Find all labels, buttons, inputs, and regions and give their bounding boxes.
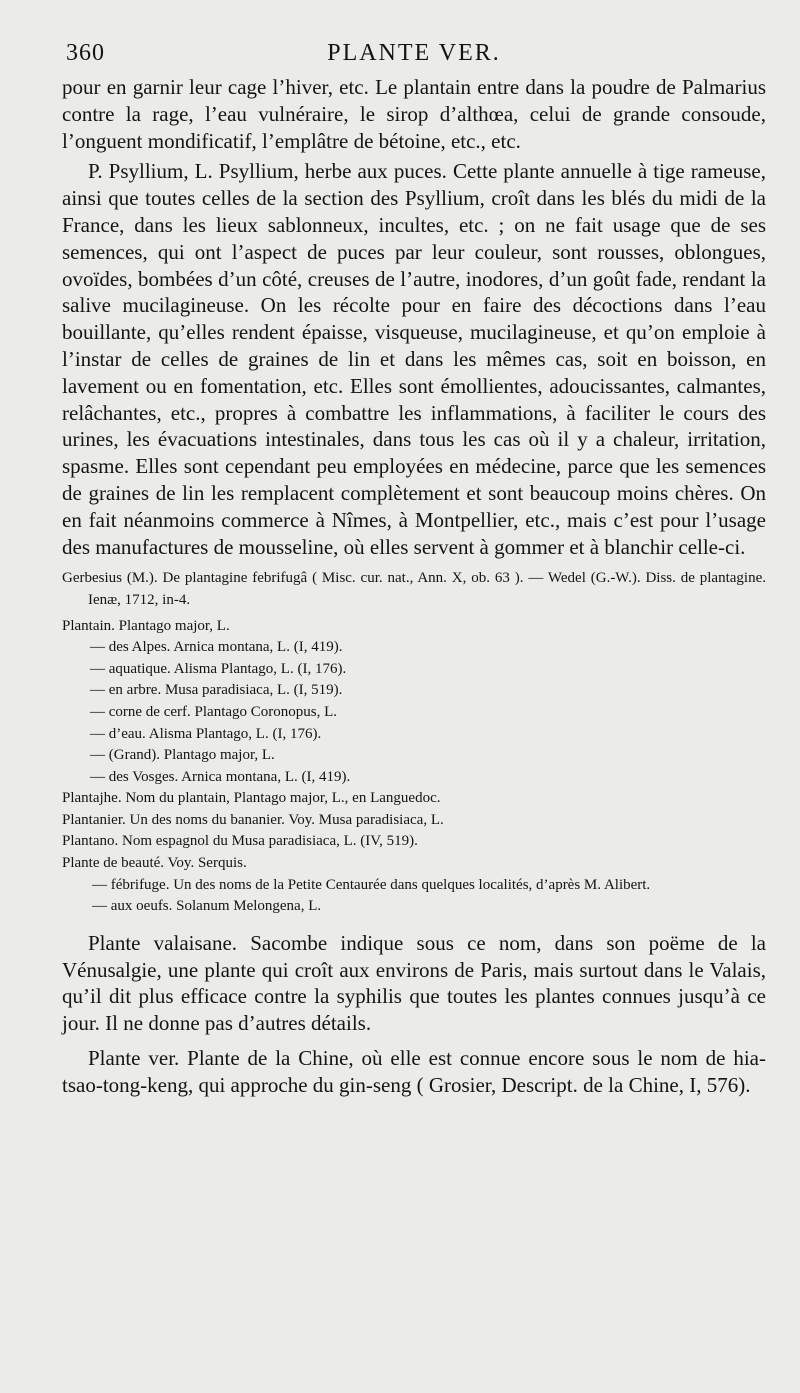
page-header [62, 40, 766, 74]
entry-plantain: Plantain. Plantago major, L. [62, 617, 230, 634]
entry-plantain-des-vosges: — des Vosges. Arnica montana, L. (I, 419). [90, 768, 351, 785]
entry-plante-ver: Plante ver. Plante de la Chine, où elle est connue encore sous le nom de hia-tsao-tong-keng, qui approche du gin-seng ( Grosier, Descript. de la Chine, I, 576). [62, 1046, 766, 1097]
page-number: 360 [66, 40, 105, 66]
entry-plantain-grand: — (Grand). Plantago major, L. [90, 747, 275, 764]
entry-plante-aux-oeufs: — aux oeufs. Solanum Melongena, L. [92, 898, 322, 915]
bibliography-note: Gerbesius (M.). De plantagine febrifugâ ( Misc. cur. nat., Ann. X, ob. 63 ). — Wedel (G.-W.). Diss. de plantagine. Ienæ, 1712, in-4. [62, 570, 766, 608]
entry-plantano: Plantano. Nom espagnol du Musa paradisiaca, L. (IV, 519). [62, 833, 418, 850]
entry-plantajhe: Plantajhe. Nom du plantain, Plantago major, L., en Languedoc. [62, 790, 441, 807]
paragraph-psyllium: P. Psyllium, L. Psyllium, herbe aux puces. Cette plante annuelle à tige rameuse, ainsi que toutes celles de la section des Psyllium, croît dans les blés du midi de la France, dans les lieux sablonneux, incultes, etc. ; on ne fait usage que de ses semences, qui ont l’aspect de puces par leur couleur, sont rousses, oblongues, ovoïdes, bombées d’un côté, creuses de l’autre, inodores, d’un goût fade, rendant la salive mucilagineuse. On les récolte pour en faire des décoctions dans l’eau bouillante, qu’elles rendent épaisse, visqueuse, mucilagineuse, et qu’on emploie à l’instar de celles de graines de lin et dans les mêmes cas, soit en boisson, en lavement ou en fomentation, etc. Elles sont émollientes, adoucissantes, calmantes, relâchantes, etc., propres à combattre les inflammations, à faciliter le cours des urines, les évacuations intestinales, dans tous les cas où il y a chaleur, irritation, spasme. Elles sont cependant peu employées en médecine, parce que les semences de graines de lin les remplacent complètement et sont beaucoup moins chères. On en fait néanmoins commerce à Nîmes, à Montpellier, etc., mais c’est pour l’usage des manufactures de mousseline, où elles servent à gommer et à blanchir celle-ci. [62, 159, 766, 559]
entry-plantain-corne-de-cerf: — corne de cerf. Plantago Coronopus, L. [90, 703, 338, 720]
entry-list [62, 616, 766, 918]
entry-plantain-des-alpes: — des Alpes. Arnica montana, L. (I, 419). [90, 639, 343, 656]
paragraph-plantain-uses: pour en garnir leur cage l’hiver, etc. Le plantain entre dans la poudre de Palmarius contre la rage, l’eau vulnéraire, le sirop d’althœa, celui de grande consoude, l’onguent mondificatif, l’emplâtre de bétoine, etc., etc. [62, 75, 766, 153]
entry-plantain-d-eau: — d’eau. Alisma Plantago, L. (I, 176). [90, 725, 322, 742]
entry-plantain-aquatique: — aquatique. Alisma Plantago, L. (I, 176). [90, 660, 347, 677]
entry-plantain-en-arbre: — en arbre. Musa paradisiaca, L. (I, 519). [90, 682, 343, 699]
running-title: PLANTE VER. [327, 40, 501, 66]
entry-plante-de-beaute: Plante de beauté. Voy. Serquis. [62, 855, 247, 872]
entry-plantanier: Plantanier. Un des noms du bananier. Voy. Musa paradisiaca, L. [62, 811, 444, 828]
entry-plante-valaisane: Plante valaisane. Sacombe indique sous ce nom, dans son poëme de la Vénusalgie, une plante qui croît aux environs de Paris, mais surtout dans le Valais, qu’il dit plus efficace contre la syphilis que toutes les plantes connues jusqu’à ce jour. Il ne donne pas d’autres détails. [62, 930, 766, 1036]
entry-plante-febrifuge: — fébrifuge. Un des noms de la Petite Centaurée dans quelques localités, d’après M. Alibert. [92, 876, 651, 893]
